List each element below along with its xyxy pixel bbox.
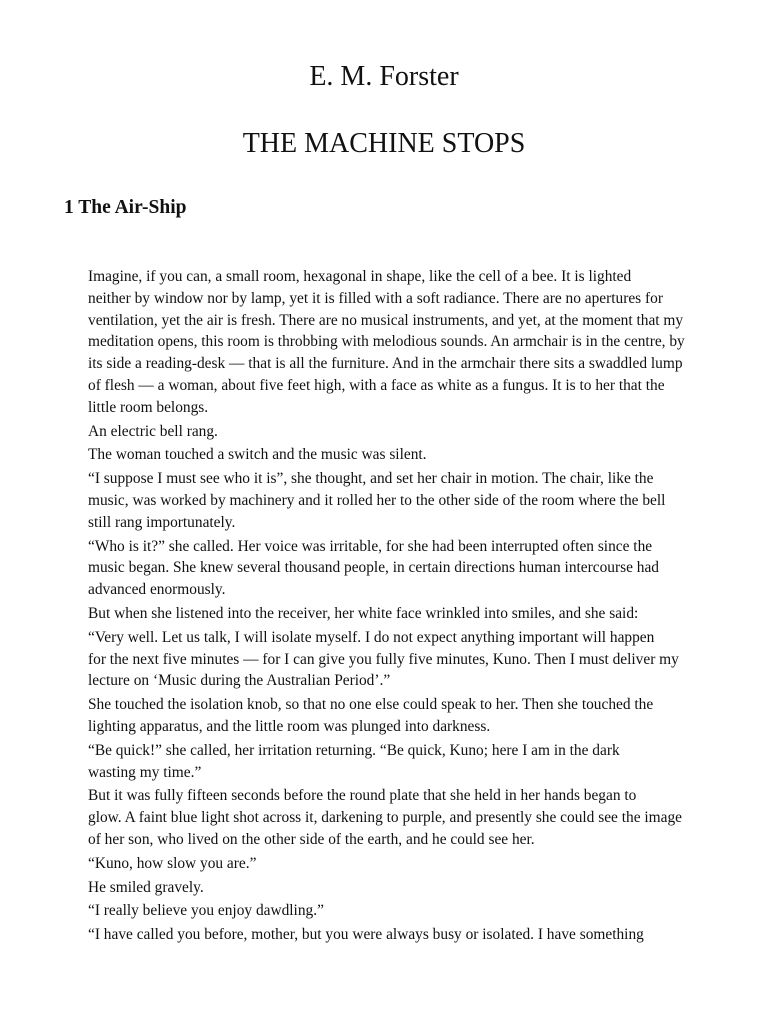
paragraph bbox=[64, 536, 706, 601]
section-heading: 1 The Air-Ship bbox=[64, 197, 187, 218]
text-line: But when she listened into the receiver, her white face wrinkled into smiles, and she said: bbox=[88, 604, 639, 622]
paragraph bbox=[64, 444, 706, 466]
text-line: music, was worked by machinery and it rolled her to the other side of the room where the bell bbox=[88, 491, 666, 509]
text-line: “Very well. Let us talk, I will isolate myself. I do not expect anything important will happen bbox=[88, 628, 655, 646]
paragraph bbox=[64, 266, 706, 419]
paragraph bbox=[64, 853, 706, 875]
text-line: “I suppose I must see who it is”, she thought, and set her chair in motion. The chair, like the bbox=[88, 470, 654, 488]
text-line: still rang importunately. bbox=[88, 513, 236, 531]
text-line: “I have called you before, mother, but you were always busy or isolated. I have something bbox=[88, 926, 644, 944]
paragraph bbox=[64, 924, 706, 946]
text-line: She touched the isolation knob, so that no one else could speak to her. Then she touched the bbox=[88, 696, 654, 714]
text-line: advanced enormously. bbox=[88, 581, 226, 599]
author-name: E. M. Forster bbox=[309, 61, 459, 92]
text-line: ventilation, yet the air is fresh. There are no musical instruments, and yet, at the moment that my bbox=[88, 311, 684, 329]
text-line: of her son, who lived on the other side of the earth, and he could see her. bbox=[88, 830, 535, 848]
text-line: Imagine, if you can, a small room, hexagonal in shape, like the cell of a bee. It is lighted bbox=[88, 268, 632, 285]
paragraph bbox=[64, 740, 706, 784]
text-line: little room belongs. bbox=[88, 398, 209, 416]
text-line: of flesh — a woman, about five feet high, with a face as white as a fungus. It is to her that the bbox=[88, 376, 665, 394]
text-line: neither by window nor by lamp, yet it is filled with a soft radiance. There are no apertures for bbox=[88, 289, 663, 307]
paragraph bbox=[64, 900, 706, 922]
text-line: lecture on ‘Music during the Australian Period’.” bbox=[88, 672, 391, 690]
book-title: THE MACHINE STOPS bbox=[242, 128, 526, 159]
text-line: for the next five minutes — for I can give you fully five minutes, Kuno. Then I must deliver my bbox=[88, 650, 679, 668]
text-line: But it was fully fifteen seconds before the round plate that she held in her hands began to bbox=[88, 787, 637, 805]
text-line: “Be quick!” she called, her irritation returning. “Be quick, Kuno; here I am in the dark bbox=[88, 741, 620, 759]
text-line: “Who is it?” she called. Her voice was irritable, for she had been interrupted often since the bbox=[88, 537, 653, 555]
paragraph bbox=[64, 603, 706, 625]
text-line: wasting my time.” bbox=[88, 763, 202, 781]
text-line: music began. She knew several thousand people, in certain directions human intercourse had bbox=[88, 559, 659, 577]
text-line: “Kuno, how slow you are.” bbox=[88, 854, 257, 872]
paragraph bbox=[64, 627, 706, 692]
text-line: An electric bell rang. bbox=[88, 422, 218, 440]
text-line: glow. A faint blue light shot across it, darkening to purple, and presently she could see the image bbox=[88, 809, 682, 827]
body-text bbox=[64, 266, 706, 948]
text-line: meditation opens, this room is throbbing with melodious sounds. An armchair is in the centre, by bbox=[88, 333, 685, 351]
paragraph bbox=[64, 421, 706, 443]
text-line: “I really believe you enjoy dawdling.” bbox=[88, 902, 324, 920]
text-line: its side a reading-desk — that is all the furniture. And in the armchair there sits a swaddled lump bbox=[88, 355, 683, 373]
text-line: The woman touched a switch and the music was silent. bbox=[88, 446, 427, 464]
text-line: He smiled gravely. bbox=[88, 878, 204, 896]
text-line: lighting apparatus, and the little room was plunged into darkness. bbox=[88, 717, 491, 735]
paragraph bbox=[64, 785, 706, 850]
paragraph bbox=[64, 877, 706, 899]
paragraph bbox=[64, 468, 706, 533]
paragraph bbox=[64, 694, 706, 738]
